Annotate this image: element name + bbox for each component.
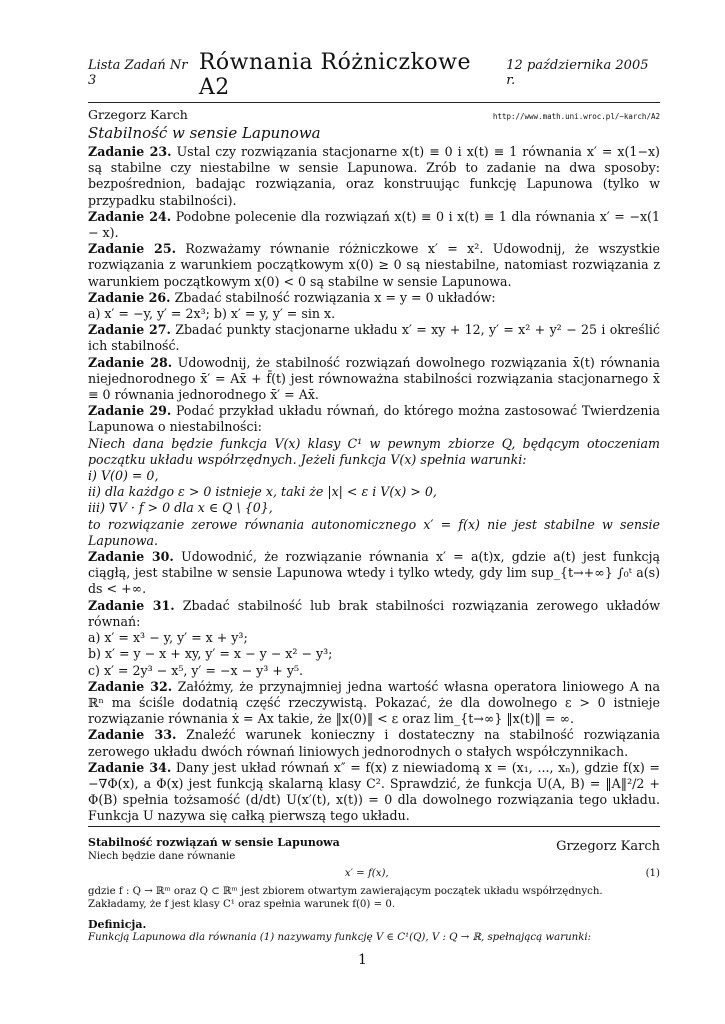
header-line-1 bbox=[88, 50, 660, 100]
problem-list bbox=[88, 144, 660, 825]
section-title: Stabilność w sensie Lapunowa bbox=[88, 124, 321, 142]
problem-label: Zadanie 28. bbox=[88, 354, 173, 370]
problem-label: Zadanie 29. bbox=[88, 403, 172, 419]
footer-line-1: gdzie f : Q → ℝᵐ oraz Q ⊂ ℝᵐ jest zbiorem otwartym zawierającym początek układu współrzędnych. bbox=[88, 885, 603, 897]
theorem-line: to rozwiązanie zerowe równania autonomicznego x′ = f(x) nie jest stabilne w sensie Lapunowa. bbox=[88, 516, 660, 548]
problem-label: Zadanie 27. bbox=[88, 322, 171, 338]
problem-text: Rozważamy równanie różniczkowe x′ = x². Udowodnij, że wszystkie rozwiązania z warunkiem początkowym x(0) ≥ 0 są niestabilne, natomiast rozwiązania z warunkiem początkowym x(0) < 0 są stabilne w sensie Lapunowa. bbox=[88, 241, 660, 289]
footer-intro: Niech będzie dane równanie bbox=[88, 850, 236, 862]
problem-text: Udowodnij, że stabilność rozwiązań dowolnego rozwiązania x̄(t) równania niejednorodnego x̄′ = Ax̄ + f̄(t) jest równoważna stabilności rozwiązania stacjonarnego x̄ ≡ 0 równania jednorodnego x̄′ = Ax̄. bbox=[88, 354, 660, 403]
problem-label: Zadanie 34. bbox=[88, 759, 172, 775]
problem bbox=[88, 144, 660, 209]
theorem-line: i) V(0) = 0, bbox=[88, 468, 159, 484]
problem bbox=[88, 290, 660, 322]
problem bbox=[88, 760, 660, 825]
problem bbox=[88, 322, 660, 354]
problem-label: Zadanie 30. bbox=[88, 549, 174, 565]
problem bbox=[88, 403, 660, 549]
problem-text: Załóżmy, że przynajmniej jedna wartość własna operatora liniowego A na ℝⁿ ma ściśle dodatnią część rzeczywistą. Pokazać, że dla dowolnego ε > 0 istnieje rozwiązanie równania ẋ = Ax takie, że ‖x(0)‖ < ε oraz lim_{t→∞} ‖x(t)‖ = ∞. bbox=[88, 678, 660, 727]
footer-notes bbox=[88, 836, 660, 945]
footer-line-2: Zakładamy, że f jest klasy C¹ oraz spełnia warunek f(0) = 0. bbox=[88, 899, 396, 910]
equation-number: (1) bbox=[645, 868, 660, 879]
problem-subitem: a) x′ = x³ − y, y′ = x + y³; bbox=[88, 630, 248, 646]
problem-subitem: c) x′ = 2y³ − x⁵, y′ = −x − y³ + y⁵. bbox=[88, 662, 304, 678]
problem-label: Zadanie 26. bbox=[88, 289, 171, 305]
problem-text: Zbadać stabilność lub brak stabilności rozwiązania zerowego układów równań: bbox=[88, 597, 660, 629]
problem-text: Podobne polecenie dla rozwiązań x(t) ≡ 0 i x(t) ≡ 1 dla równania x′ = −x(1 − x). bbox=[88, 208, 660, 241]
problem bbox=[88, 727, 660, 759]
problem-label: Zadanie 31. bbox=[88, 597, 175, 613]
problem-label: Zadanie 24. bbox=[88, 208, 172, 224]
problem-text: Udowodnić, że rozwiązanie równania x′ = a(t)x, gdzie a(t) jest funkcją ciągłą, jest stabilne w sensie Lapunowa wtedy i tylko wtedy, gdy lim sup_{t→+∞} ∫₀ᵗ a(s) ds < +∞. bbox=[88, 549, 660, 597]
problem bbox=[88, 598, 660, 679]
footer-title: Stabilność rozwiązań w sensie Lapunowa bbox=[88, 836, 340, 849]
definition-title: Definicja. bbox=[88, 917, 147, 931]
theorem-line: iii) ∇V · f > 0 dla x ∈ Q \ {0}, bbox=[88, 500, 273, 516]
page-number: 1 bbox=[358, 952, 367, 968]
date-label: 12 października 2005 r. bbox=[506, 58, 649, 88]
page-content bbox=[88, 50, 660, 854]
problem-subitem: a) x′ = −y, y′ = 2x³; b) x′ = y, y′ = sin x. bbox=[88, 306, 336, 322]
course-title: Równania Różniczkowe A2 bbox=[198, 50, 471, 100]
author-name: Grzegorz Karch bbox=[88, 107, 188, 122]
problem bbox=[88, 241, 660, 290]
problem-text: Zbadać punkty stacjonarne układu x′ = xy + 12, y′ = x² + y² − 25 i określić ich stabilność. bbox=[88, 322, 660, 354]
problem bbox=[88, 549, 660, 598]
problem-label: Zadanie 32. bbox=[88, 678, 173, 694]
header-rule bbox=[88, 102, 660, 103]
problem-text: Dany jest układ równań x″ = f(x) z niewiadomą x = (x₁, ..., xₙ), gdzie f(x) = −∇Φ(x), a Φ(x) jest funkcją skalarną klasy C². Sprawdzić, że funkcja U(A, B) = ‖A‖²/2 + Φ(B) spełnia tożsamość (d/dt) U(x′(t), x(t)) = 0 dla dowolnego rozwiązania tego układu. Funkcja U nazywa się całką pierwszą tego układu. bbox=[88, 759, 660, 824]
problem-label: Zadanie 25. bbox=[88, 241, 176, 257]
header-line-2 bbox=[88, 107, 660, 122]
footer-rule bbox=[88, 826, 660, 827]
problem-text: Zbadać stabilność rozwiązania x = y = 0 układów: bbox=[174, 289, 496, 305]
problem-text: Znaleźć warunek konieczny i dostateczny na stabilność rozwiązania zerowego układu dwóch równań liniowych jednorodnych o stałych współczynnikach. bbox=[88, 727, 660, 759]
problem-text: Podać przykład układu równań, do którego można zastosować Twierdzenia Lapunowa o niestabilności: bbox=[88, 403, 660, 435]
equation-line bbox=[88, 867, 660, 881]
problem bbox=[88, 209, 660, 241]
theorem-line: ii) dla każdgo ε > 0 istnieje x, taki że |x| < ε i V(x) > 0, bbox=[88, 484, 437, 500]
course-url[interactable]: http://www.math.uni.wroc.pl/~karch/A2 bbox=[492, 112, 660, 121]
problem-text: Ustal czy rozwiązania stacjonarne x(t) ≡ 0 i x(t) ≡ 1 równania x′ = x(1−x) są stabilne czy niestabilne w sensie Lapunowa. Zrób to zadanie na dwa sposoby: bezpośrednion, badając rozwiązania, oraz konstruując funkcję Lapunowa (tylko w przypadku stabilności). bbox=[88, 144, 660, 208]
problem bbox=[88, 355, 660, 404]
list-label: Lista Zadań Nr 3 bbox=[88, 58, 188, 88]
problem-label: Zadanie 33. bbox=[88, 727, 177, 743]
problem-label: Zadanie 23. bbox=[88, 144, 172, 159]
definition-text: Funkcją Lapunowa dla równania (1) nazywamy funkcję V ∈ C¹(Q), V : Q → ℝ, spełnającą warunki: bbox=[88, 932, 592, 943]
problem-subitem: b) x′ = y − x + xy, y′ = x − y − x² − y³; bbox=[88, 646, 333, 662]
signature: Grzegorz Karch bbox=[556, 838, 660, 854]
problem bbox=[88, 679, 660, 728]
equation: x′ = f(x), bbox=[344, 868, 389, 879]
theorem-line: Niech dana będzie funkcja V(x) klasy C¹ w pewnym zbiorze Q, będącym otoczeniam początku układu współrzędnych. Jeżeli funkcja V(x) spełnia warunki: bbox=[88, 435, 660, 467]
